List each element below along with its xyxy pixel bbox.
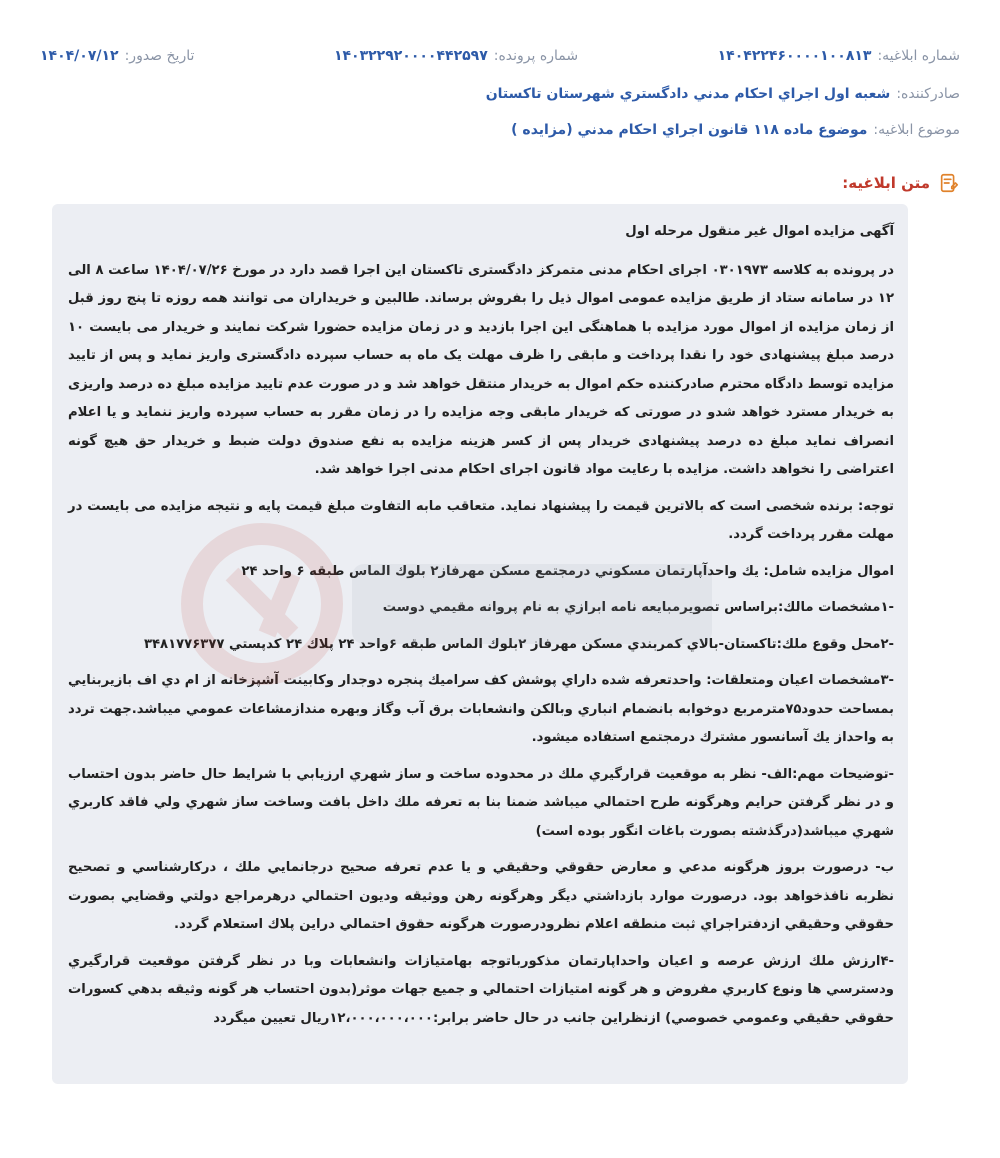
notice-paragraph: توجه: برنده شخصی است که بالاترین قیمت را پیشنهاد نماید. متعاقب مابه التفاوت مبلغ قیمت پایه و نتیجه مزایده می بایست در مهلت مقرر پرداخت گردد. [68, 498, 894, 542]
notice-paragraph: -۲محل وقوع ملك:تاكستان-بالاي كمربندي مسكن مهرفاز ۲بلوك الماس طبقه ۶واحد ۲۴ پلاك ۲۴ كدپستي ۳۴۸۱۷۷۶۳۷۷ [143, 636, 894, 652]
notice-paragraph: ب- درصورت بروز هرگونه مدعي و معارض حقوقي وحقيقي و يا عدم تعرفه صحيح درجانمايي ملك ، دركارشناسي و تصحيح نظربه نافذخواهد بود. درصورت موارد بازداشتي ديگر وهرگونه رهن ووثيقه وديون احتمالي درهرمراجع دولتي وقضايي بصورت حقوقي وحقيقي ازدفتراجراي ثبت منطقه اعلام نظرودرصورت هرگونه حقوق احتمالي دراين پلاك استعلام گردد. [68, 860, 894, 932]
notice-body [52, 204, 908, 1084]
notice-paragraph: -۱مشخصات مالك:براساس تصويرمبايعه نامه ابرازي به نام پروانه مقيمي دوست [382, 600, 894, 615]
subject-row [40, 122, 960, 138]
notice-text-heading-label: متن ابلاغیه: [842, 174, 930, 192]
subject-label: موضوع ابلاغیه: [873, 122, 960, 138]
notice-paragraph: -۴ارزش ملك ارزش عرصه و اعيان واحداپارتمان مذكورباتوجه بهامتيازات وانشعابات وبا در نظر گرفتن موقعيت قرارگيري ودسترسي ها ونوع كاربري مفروض و هر گونه امتيازات احتمالي و جميع جهات موثر(بدون احتساب هر گونه وثيقه بدهي كسورات حقوقي حقيقي وعمومي خصوصي) ازنظراين جانب در حال حاضر برابر:۱۲،۰۰۰،۰۰۰،۰۰۰ريال تعيين ميگردد [68, 953, 894, 1026]
notice-paragraph: اموال مزایده شامل: يك واحدآپارتمان مسكوني درمجتمع مسكن مهرفاز۲ بلوك الماس طبقه ۶ واحد ۲۴ [241, 563, 894, 579]
notice-number [718, 48, 960, 64]
issuer-row [40, 86, 960, 102]
case-number [334, 48, 578, 64]
issue-date-label: تاریخ صدور: [124, 48, 195, 64]
notice-number-label: شماره ابلاغیه: [877, 48, 960, 64]
notice-title: آگهی مزایده اموال غیر منقول مرحله اول [625, 224, 894, 239]
issue-date-value: ۱۴۰۴/۰۷/۱۲ [40, 48, 119, 64]
notice-paragraph: -توضيحات مهم:الف- نظر به موقعيت قرارگيري ملك در محدوده ساخت و ساز شهري ارزيابي با شرايط حال حاضر بدون احتساب و در نظر گرفتن حرايم وهرگونه طرح احتمالي ميباشد ضمنا بنا به تعرفه ملك داخل بافت وساخت ساز شهري ولي فاقد كاربري شهري ميباشد(درگذشته بصورت باغات انگور بوده است) [68, 766, 894, 839]
issue-date [40, 48, 194, 64]
notice-number-value: ۱۴۰۴۲۲۴۶۰۰۰۰۱۰۰۸۱۳ [717, 48, 872, 64]
case-number-label: شماره پرونده: [493, 48, 579, 64]
notice-paragraph: -۳مشخصات اعيان ومتعلقات: واحدتعرفه شده داراي پوشش كف سراميك پنجره دوجدار وكابينت آشپزخانه از ام دي اف بازيربنايي بمساحت حدود۷۵مترمربع دوخوابه بانضمام انباري وبالكن وانشعابات برق آب وگاز وبهره مندازمشاعات عمومي ميباشد.جهت تردد به واحداز يك آسانسور مشترك درمجتمع استفاده ميشود. [68, 673, 894, 745]
case-number-value: ۱۴۰۳۲۲۹۲۰۰۰۰۴۴۲۵۹۷ [333, 48, 488, 64]
notice-paragraph: در پرونده به کلاسه ۰۳۰۱۹۷۳ اجرای احکام مدنی متمرکز دادگستری تاکستان این اجرا قصد دارد در مورخ ۱۴۰۴/۰۷/۲۶ ساعت ۸ الی ۱۲ در سامانه ستاد از طریق مزایده عمومی اموال ذیل را بفروش برساند. طالبین و خریداران می توانند همه روزه تا پنج روز قبل از زمان مزایده از اموال مورد مزایده با هماهنگی این اجرا بازدید و در زمان مزایده حضورا شرکت نمایند و خریدار می بایست ۱۰ درصد مبلغ پیشنهادی خود را نقدا پرداخت و مابقی را ظرف مهلت یک ماه به حساب سپرده دادگستری واریز نماید و پس از تایید مزایده توسط دادگاه محترم صادرکننده حکم اموال به خریدار منتقل خواهد شد و در صورت عدم تایید مزایده مبلغ ده درصد واریزی به خریدار مسترد خواهد شدو در صورتی که خریدار مابقی وجه مزایده را در زمان مقرر به حساب سپرده واریز ننماید و یا اعلام انصراف نماید مبلغ ده درصد پیشنهادی خریدار پس از کسر هزینه مزایده به نفع صندوق دولت ضبط و خریدار حق هیچ گونه اعتراضی را نخواهد داشت. مزایده با رعایت مواد قانون اجرای احکام مدنی اجرا خواهد شد. [68, 262, 895, 477]
subject-value: موضوع ماده ۱۱۸ قانون اجراي احكام مدني (مزايده ) [511, 122, 868, 138]
document-edit-icon [938, 172, 960, 194]
notice-text-heading [842, 172, 960, 194]
header-row-numbers [40, 48, 960, 64]
issuer-label: صادرکننده: [896, 86, 960, 102]
issuer-value: شعبه اول اجراي احكام مدني دادگستري شهرستان تاكستان [485, 86, 891, 102]
